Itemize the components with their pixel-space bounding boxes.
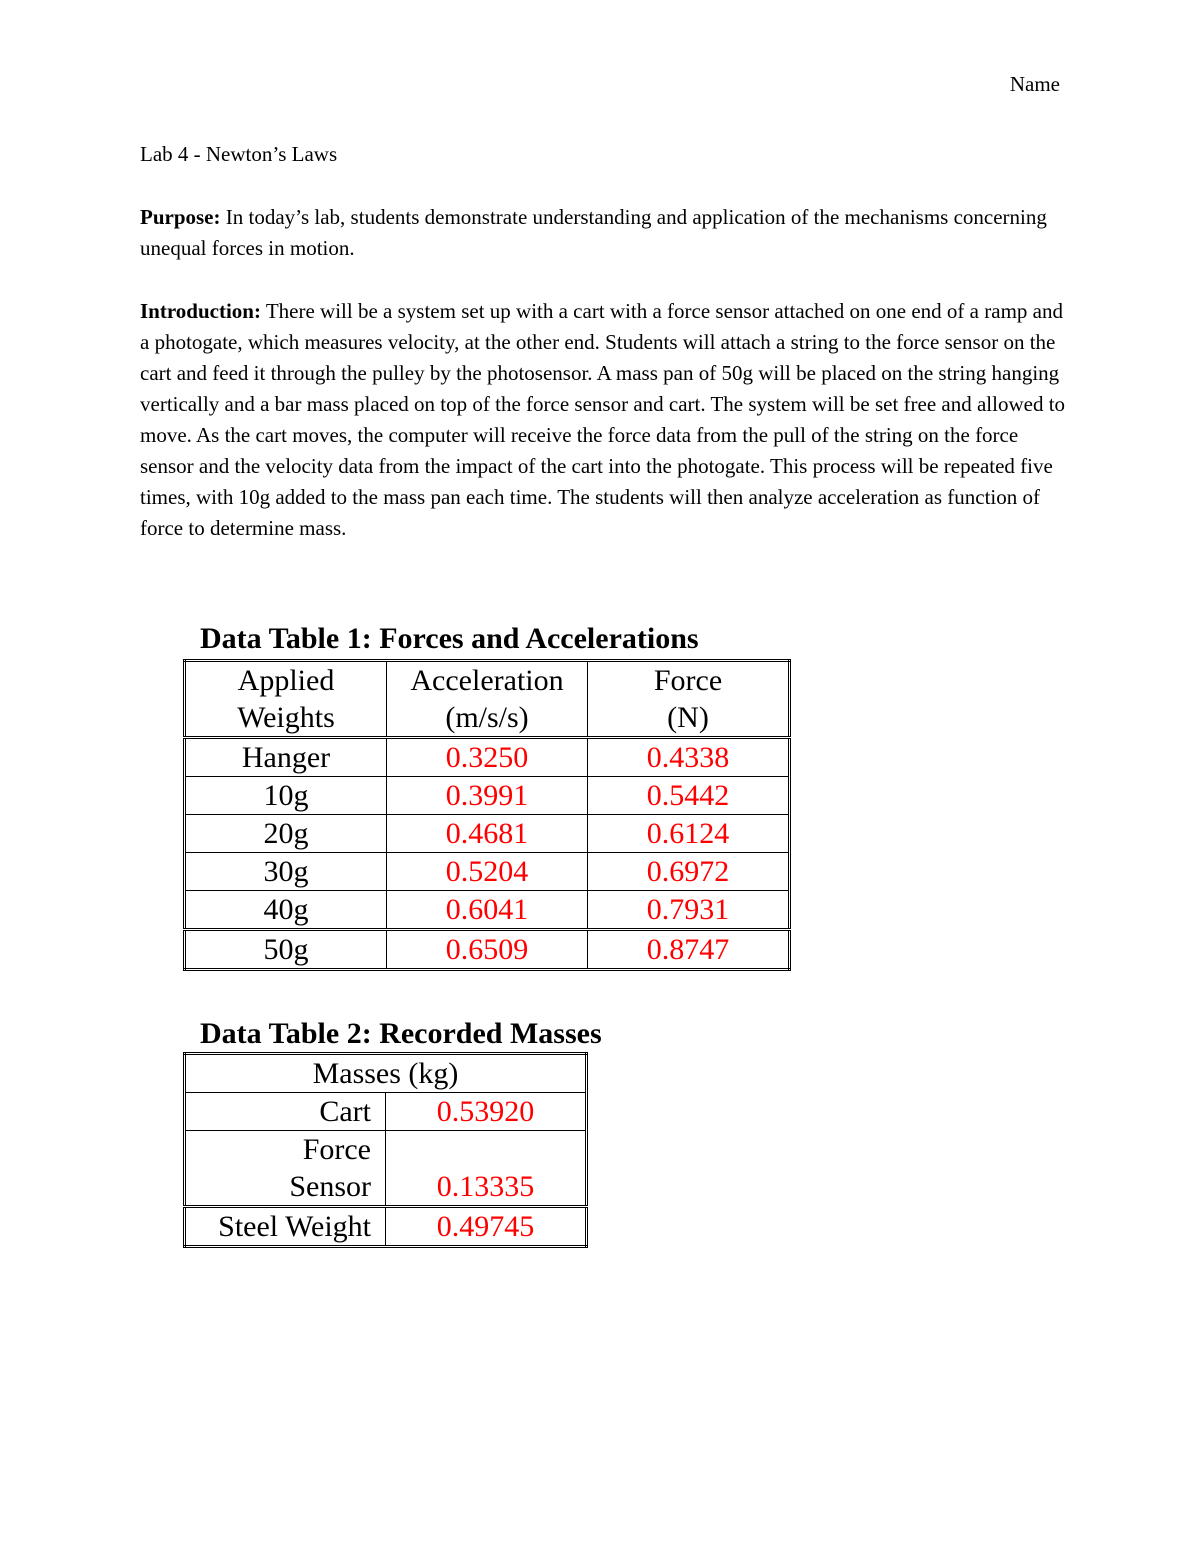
- acceleration-cell: 0.6041: [387, 891, 588, 930]
- acceleration-cell: 0.4681: [387, 815, 588, 853]
- mass-value-cell: 0.13335: [386, 1131, 587, 1207]
- table-row: [185, 853, 790, 891]
- introduction-text: There will be a system set up with a cart with a force sensor attached on one end of a ramp and a photogate, which measures velocity, at the other end. Students will attach a string to the force sensor on the cart and feed it through the pulley by the photosensor. A mass pan of 50g will be placed on the string hanging vertically and a bar mass placed on top of the force sensor and cart. The system will be set free and allowed to move. As the cart moves, the computer will receive the force data from the pull of the string on the force sensor and the velocity data from the impact of the cart into the photogate. This process will be repeated five times, with 10g added to the mass pan each time. The students will then analyze acceleration as function of force to determine mass.: [140, 299, 1066, 540]
- mass-label-cell: Cart: [185, 1093, 386, 1131]
- table-row: [185, 815, 790, 853]
- weight-cell: 10g: [185, 777, 387, 815]
- purpose-text: In today’s lab, students demonstrate understanding and application of the mechanisms concerning unequal forces in motion.: [140, 205, 1047, 260]
- force-cell: 0.6972: [588, 853, 790, 891]
- acceleration-cell: 0.6509: [387, 930, 588, 970]
- weight-cell: 40g: [185, 891, 387, 930]
- table-row: [185, 930, 790, 970]
- weight-cell: 30g: [185, 853, 387, 891]
- table-row: [185, 738, 790, 777]
- table-header-row: [185, 1054, 587, 1093]
- mass-label-cell: Force Sensor: [185, 1131, 386, 1207]
- introduction-paragraph: [140, 296, 1070, 544]
- purpose-label: Purpose:: [140, 205, 221, 229]
- mass-value-cell: 0.49745: [386, 1207, 587, 1247]
- table-row: [185, 777, 790, 815]
- force-cell: 0.6124: [588, 815, 790, 853]
- mass-label-cell: Steel Weight: [185, 1207, 386, 1247]
- header-masses: Masses (kg): [185, 1054, 587, 1093]
- document-title: Lab 4 - Newton’s Laws: [140, 142, 338, 166]
- header-acceleration: Acceleration (m/s/s): [387, 661, 588, 738]
- forces-accelerations-table: [183, 659, 791, 971]
- acceleration-cell: 0.3250: [387, 738, 588, 777]
- acceleration-cell: 0.5204: [387, 853, 588, 891]
- table-header-row: [185, 661, 790, 738]
- mass-value-cell: 0.53920: [386, 1093, 587, 1131]
- table-row: [185, 1093, 587, 1131]
- weight-cell: Hanger: [185, 738, 387, 777]
- table-row: [185, 1131, 587, 1207]
- header-applied-weights: Applied Weights: [185, 661, 387, 738]
- force-cell: 0.4338: [588, 738, 790, 777]
- weight-cell: 20g: [185, 815, 387, 853]
- table-row: [185, 1207, 587, 1247]
- introduction-label: Introduction:: [140, 299, 261, 323]
- force-cell: 0.5442: [588, 777, 790, 815]
- purpose-paragraph: [140, 202, 1070, 264]
- header-force: Force (N): [588, 661, 790, 738]
- table-row: [185, 891, 790, 930]
- table1-caption: Data Table 1: Forces and Accelerations: [200, 622, 699, 655]
- name-label: Name: [1009, 72, 1060, 96]
- force-cell: 0.8747: [588, 930, 790, 970]
- acceleration-cell: 0.3991: [387, 777, 588, 815]
- weight-cell: 50g: [185, 930, 387, 970]
- recorded-masses-table: [183, 1052, 588, 1248]
- force-cell: 0.7931: [588, 891, 790, 930]
- table2-caption: Data Table 2: Recorded Masses: [200, 1017, 602, 1050]
